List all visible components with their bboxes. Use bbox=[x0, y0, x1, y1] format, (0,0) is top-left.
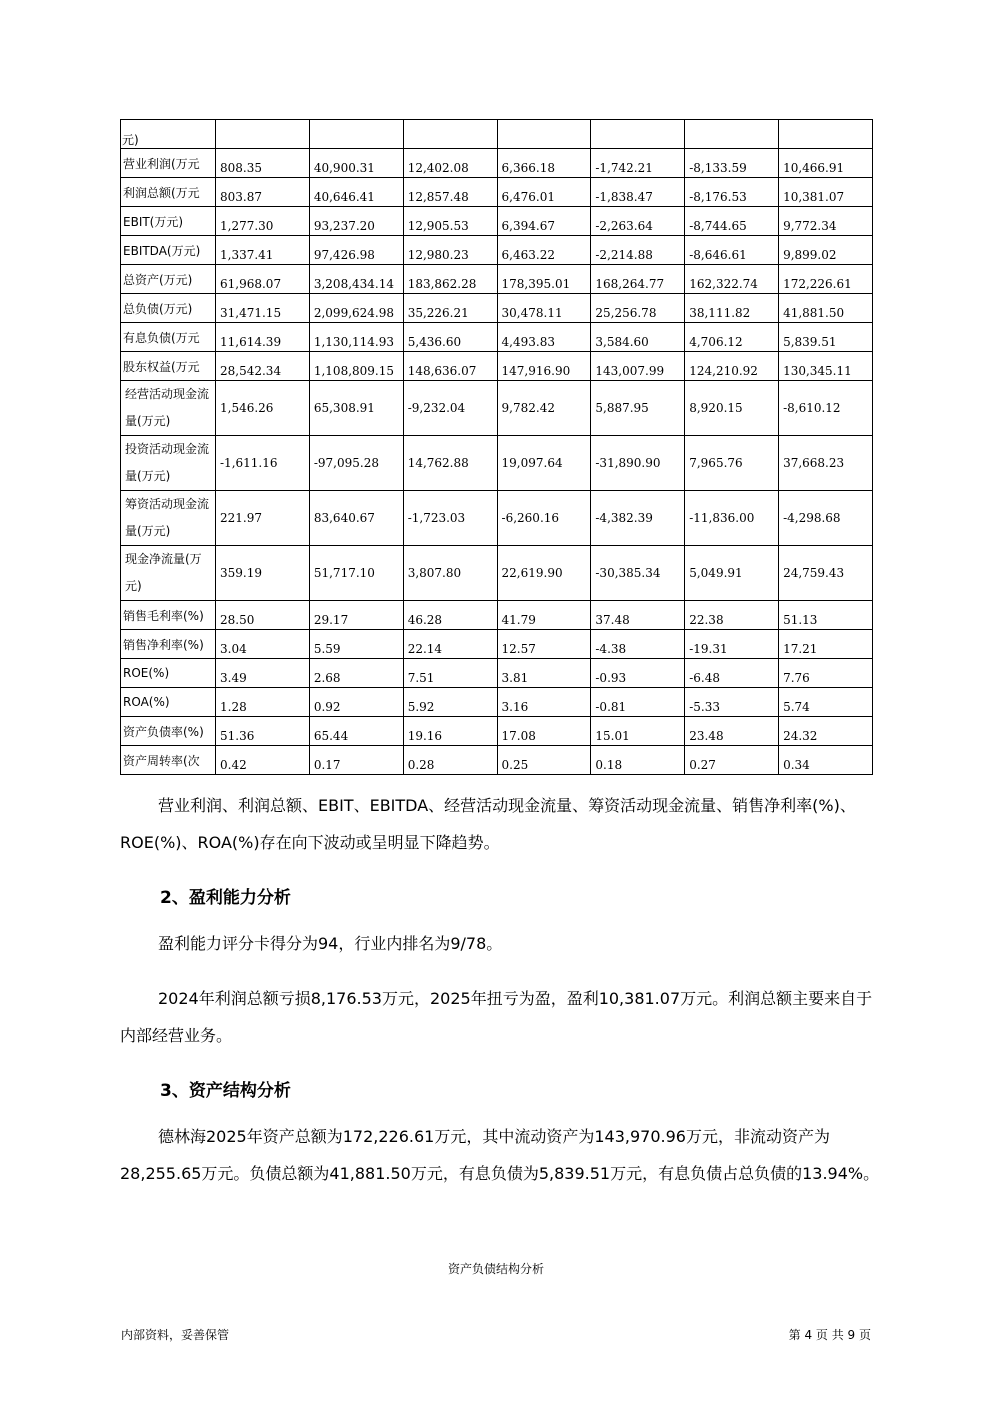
section-heading-profitability: 2、盈利能力分析 bbox=[160, 888, 291, 908]
row-label: 投资活动现金流量(万元) bbox=[121, 436, 216, 491]
table-cell: 1.28 bbox=[216, 688, 310, 717]
table-cell: 51,717.10 bbox=[309, 546, 403, 601]
table-row bbox=[121, 178, 873, 207]
table-cell: 12,857.48 bbox=[403, 178, 497, 207]
table-cell: 10,466.91 bbox=[779, 149, 873, 178]
table-cell: -4,382.39 bbox=[591, 491, 685, 546]
row-label: 经营活动现金流量(万元) bbox=[121, 381, 216, 436]
row-label: 总资产(万元) bbox=[121, 265, 216, 294]
table-cell: 0.17 bbox=[309, 746, 403, 775]
row-label: 利润总额(万元 bbox=[121, 178, 216, 207]
table-row bbox=[121, 236, 873, 265]
table-row bbox=[121, 149, 873, 178]
table-cell: -5.33 bbox=[685, 688, 779, 717]
table-cell: 17.08 bbox=[497, 717, 591, 746]
table-cell: 148,636.07 bbox=[403, 352, 497, 381]
table-cell: 51.13 bbox=[779, 601, 873, 630]
table-cell: 5,049.91 bbox=[685, 546, 779, 601]
table-cell: 0.92 bbox=[309, 688, 403, 717]
table-cell: 147,916.90 bbox=[497, 352, 591, 381]
table-cell: 4,706.12 bbox=[685, 323, 779, 352]
table-row bbox=[121, 265, 873, 294]
table-cell: 41,881.50 bbox=[779, 294, 873, 323]
row-label: 现金净流量(万元) bbox=[121, 546, 216, 601]
table-cell: 2.68 bbox=[309, 659, 403, 688]
table-cell: 183,862.28 bbox=[403, 265, 497, 294]
table-cell: -1,838.47 bbox=[591, 178, 685, 207]
table-cell: 22,619.90 bbox=[497, 546, 591, 601]
table-cell: 3,584.60 bbox=[591, 323, 685, 352]
table-cell: 162,322.74 bbox=[685, 265, 779, 294]
table-cell: -1,723.03 bbox=[403, 491, 497, 546]
table-row bbox=[121, 120, 873, 149]
row-label: EBITDA(万元) bbox=[121, 236, 216, 265]
footer-page-number: 第 4 页 共 9 页 bbox=[788, 1328, 871, 1342]
table-cell: 5.74 bbox=[779, 688, 873, 717]
table-cell: 6,476.01 bbox=[497, 178, 591, 207]
table-row bbox=[121, 688, 873, 717]
table-cell: 0.42 bbox=[216, 746, 310, 775]
table-cell: -8,176.53 bbox=[685, 178, 779, 207]
table-cell: 38,111.82 bbox=[685, 294, 779, 323]
table-cell: 808.35 bbox=[216, 149, 310, 178]
table-cell: 359.19 bbox=[216, 546, 310, 601]
table-cell: 7.76 bbox=[779, 659, 873, 688]
table-row bbox=[121, 323, 873, 352]
table-cell: 15.01 bbox=[591, 717, 685, 746]
table-cell: 7,965.76 bbox=[685, 436, 779, 491]
table-cell: 61,968.07 bbox=[216, 265, 310, 294]
table-cell: 24,759.43 bbox=[779, 546, 873, 601]
row-label: 元) bbox=[121, 120, 216, 149]
table-cell: 0.18 bbox=[591, 746, 685, 775]
table-cell: 5.92 bbox=[403, 688, 497, 717]
table-cell: 6,394.67 bbox=[497, 207, 591, 236]
table-cell: 46.28 bbox=[403, 601, 497, 630]
row-label: 筹资活动现金流量(万元) bbox=[121, 491, 216, 546]
table-row bbox=[121, 659, 873, 688]
row-label: 销售毛利率(%) bbox=[121, 601, 216, 630]
table-row bbox=[121, 207, 873, 236]
table-cell: -4.38 bbox=[591, 630, 685, 659]
table-row bbox=[121, 746, 873, 775]
table-cell: 172,226.61 bbox=[779, 265, 873, 294]
table-cell: -30,385.34 bbox=[591, 546, 685, 601]
table-cell: 9,899.02 bbox=[779, 236, 873, 265]
table-cell: 65.44 bbox=[309, 717, 403, 746]
table-cell: 178,395.01 bbox=[497, 265, 591, 294]
table-cell: 3.16 bbox=[497, 688, 591, 717]
table-cell: -31,890.90 bbox=[591, 436, 685, 491]
footer-confidential: 内部资料，妥善保管 bbox=[121, 1328, 230, 1342]
table-cell: 143,007.99 bbox=[591, 352, 685, 381]
table-cell: 1,277.30 bbox=[216, 207, 310, 236]
table-cell: 1,108,809.15 bbox=[309, 352, 403, 381]
table-cell: 2,099,624.98 bbox=[309, 294, 403, 323]
row-label: 有息负债(万元 bbox=[121, 323, 216, 352]
table-cell bbox=[591, 120, 685, 149]
table-row bbox=[121, 717, 873, 746]
row-label: 销售净利率(%) bbox=[121, 630, 216, 659]
table-cell: -8,610.12 bbox=[779, 381, 873, 436]
table-cell: 10,381.07 bbox=[779, 178, 873, 207]
table-cell: 51.36 bbox=[216, 717, 310, 746]
table-cell: 12,905.53 bbox=[403, 207, 497, 236]
table-row bbox=[121, 601, 873, 630]
table-cell: 0.27 bbox=[685, 746, 779, 775]
table-cell: 40,900.31 bbox=[309, 149, 403, 178]
table-row bbox=[121, 546, 873, 601]
table-cell: 19,097.64 bbox=[497, 436, 591, 491]
table-cell: 23.48 bbox=[685, 717, 779, 746]
table-cell: 22.14 bbox=[403, 630, 497, 659]
table-cell: -1,742.21 bbox=[591, 149, 685, 178]
table-cell: 12,980.23 bbox=[403, 236, 497, 265]
table-cell: 130,345.11 bbox=[779, 352, 873, 381]
table-cell bbox=[497, 120, 591, 149]
table-cell: 12,402.08 bbox=[403, 149, 497, 178]
table-cell: 12.57 bbox=[497, 630, 591, 659]
table-cell: 9,782.42 bbox=[497, 381, 591, 436]
table-cell: 1,337.41 bbox=[216, 236, 310, 265]
table-cell: -0.93 bbox=[591, 659, 685, 688]
table-row bbox=[121, 436, 873, 491]
table-cell: 5.59 bbox=[309, 630, 403, 659]
table-cell bbox=[309, 120, 403, 149]
profit-paragraph: 2024年利润总额亏损8,176.53万元，2025年扭亏为盈，盈利10,381.07万元。利润总额主要来自于内部经营业务。 bbox=[120, 989, 873, 1045]
financial-table bbox=[120, 119, 873, 775]
table-cell: 803.87 bbox=[216, 178, 310, 207]
table-cell: 28,542.34 bbox=[216, 352, 310, 381]
table-cell: 24.32 bbox=[779, 717, 873, 746]
row-label: 总负债(万元) bbox=[121, 294, 216, 323]
figure-caption: 资产负债结构分析 bbox=[447, 1262, 544, 1276]
row-label: 资产负债率(%) bbox=[121, 717, 216, 746]
table-cell: 35,226.21 bbox=[403, 294, 497, 323]
table-cell: 25,256.78 bbox=[591, 294, 685, 323]
table-cell: -6,260.16 bbox=[497, 491, 591, 546]
table-cell: 6,463.22 bbox=[497, 236, 591, 265]
table-cell: 5,436.60 bbox=[403, 323, 497, 352]
table-cell: -4,298.68 bbox=[779, 491, 873, 546]
table-cell: -8,744.65 bbox=[685, 207, 779, 236]
table-row bbox=[121, 630, 873, 659]
table-cell: 17.21 bbox=[779, 630, 873, 659]
table-cell: 221.97 bbox=[216, 491, 310, 546]
table-cell: 19.16 bbox=[403, 717, 497, 746]
table-cell: 0.28 bbox=[403, 746, 497, 775]
trend-paragraph: 营业利润、利润总额、EBIT、EBITDA、经营活动现金流量、筹资活动现金流量、销售净利率(%)、ROE(%)、ROA(%)存在向下波动或呈明显下降趋势。 bbox=[120, 796, 856, 852]
table-cell: 83,640.67 bbox=[309, 491, 403, 546]
table-cell bbox=[403, 120, 497, 149]
table-cell: 41.79 bbox=[497, 601, 591, 630]
score-paragraph: 盈利能力评分卡得分为94，行业内排名为9/78。 bbox=[158, 934, 503, 953]
table-cell: 0.34 bbox=[779, 746, 873, 775]
row-label: ROE(%) bbox=[121, 659, 216, 688]
table-cell: 8,920.15 bbox=[685, 381, 779, 436]
section-heading-asset-structure: 3、资产结构分析 bbox=[160, 1081, 291, 1101]
table-cell: -19.31 bbox=[685, 630, 779, 659]
table-cell: 9,772.34 bbox=[779, 207, 873, 236]
table-cell: 14,762.88 bbox=[403, 436, 497, 491]
table-cell: 97,426.98 bbox=[309, 236, 403, 265]
table-cell: 3.49 bbox=[216, 659, 310, 688]
table-cell: 168,264.77 bbox=[591, 265, 685, 294]
table-cell: -9,232.04 bbox=[403, 381, 497, 436]
table-cell: -0.81 bbox=[591, 688, 685, 717]
row-label: ROA(%) bbox=[121, 688, 216, 717]
table-row bbox=[121, 381, 873, 436]
table-cell: 1,546.26 bbox=[216, 381, 310, 436]
table-cell: -8,646.61 bbox=[685, 236, 779, 265]
table-row bbox=[121, 491, 873, 546]
table-cell: 5,839.51 bbox=[779, 323, 873, 352]
table-cell: 11,614.39 bbox=[216, 323, 310, 352]
table-cell: -6.48 bbox=[685, 659, 779, 688]
table-cell: 6,366.18 bbox=[497, 149, 591, 178]
table-cell: 3,208,434.14 bbox=[309, 265, 403, 294]
table-cell: -97,095.28 bbox=[309, 436, 403, 491]
table-cell: -1,611.16 bbox=[216, 436, 310, 491]
table-cell: 31,471.15 bbox=[216, 294, 310, 323]
table-cell: 22.38 bbox=[685, 601, 779, 630]
table-cell: -11,836.00 bbox=[685, 491, 779, 546]
assets-paragraph: 德林海2025年资产总额为172,226.61万元，其中流动资产为143,970.96万元，非流动资产为28,255.65万元。负债总额为41,881.50万元，有息负债为5,839.51万元，有息负债占总负债的13.94%。 bbox=[120, 1127, 880, 1183]
table-cell bbox=[685, 120, 779, 149]
table-cell: 93,237.20 bbox=[309, 207, 403, 236]
table-cell: 37,668.23 bbox=[779, 436, 873, 491]
table-cell: 1,130,114.93 bbox=[309, 323, 403, 352]
table-cell: 3,807.80 bbox=[403, 546, 497, 601]
table-cell bbox=[216, 120, 310, 149]
table-cell: 3.04 bbox=[216, 630, 310, 659]
table-cell bbox=[779, 120, 873, 149]
table-cell: 28.50 bbox=[216, 601, 310, 630]
table-cell: -8,133.59 bbox=[685, 149, 779, 178]
table-cell: 7.51 bbox=[403, 659, 497, 688]
table-cell: -2,214.88 bbox=[591, 236, 685, 265]
table-cell: 0.25 bbox=[497, 746, 591, 775]
table-row bbox=[121, 294, 873, 323]
row-label: 股东权益(万元 bbox=[121, 352, 216, 381]
table-cell: 37.48 bbox=[591, 601, 685, 630]
table-cell: 30,478.11 bbox=[497, 294, 591, 323]
table-cell: 29.17 bbox=[309, 601, 403, 630]
table-cell: 4,493.83 bbox=[497, 323, 591, 352]
row-label: 资产周转率(次 bbox=[121, 746, 216, 775]
row-label: 营业利润(万元 bbox=[121, 149, 216, 178]
table-cell: 40,646.41 bbox=[309, 178, 403, 207]
row-label: EBIT(万元) bbox=[121, 207, 216, 236]
table-cell: -2,263.64 bbox=[591, 207, 685, 236]
table-row bbox=[121, 352, 873, 381]
table-cell: 3.81 bbox=[497, 659, 591, 688]
table-cell: 5,887.95 bbox=[591, 381, 685, 436]
table-cell: 65,308.91 bbox=[309, 381, 403, 436]
table-cell: 124,210.92 bbox=[685, 352, 779, 381]
